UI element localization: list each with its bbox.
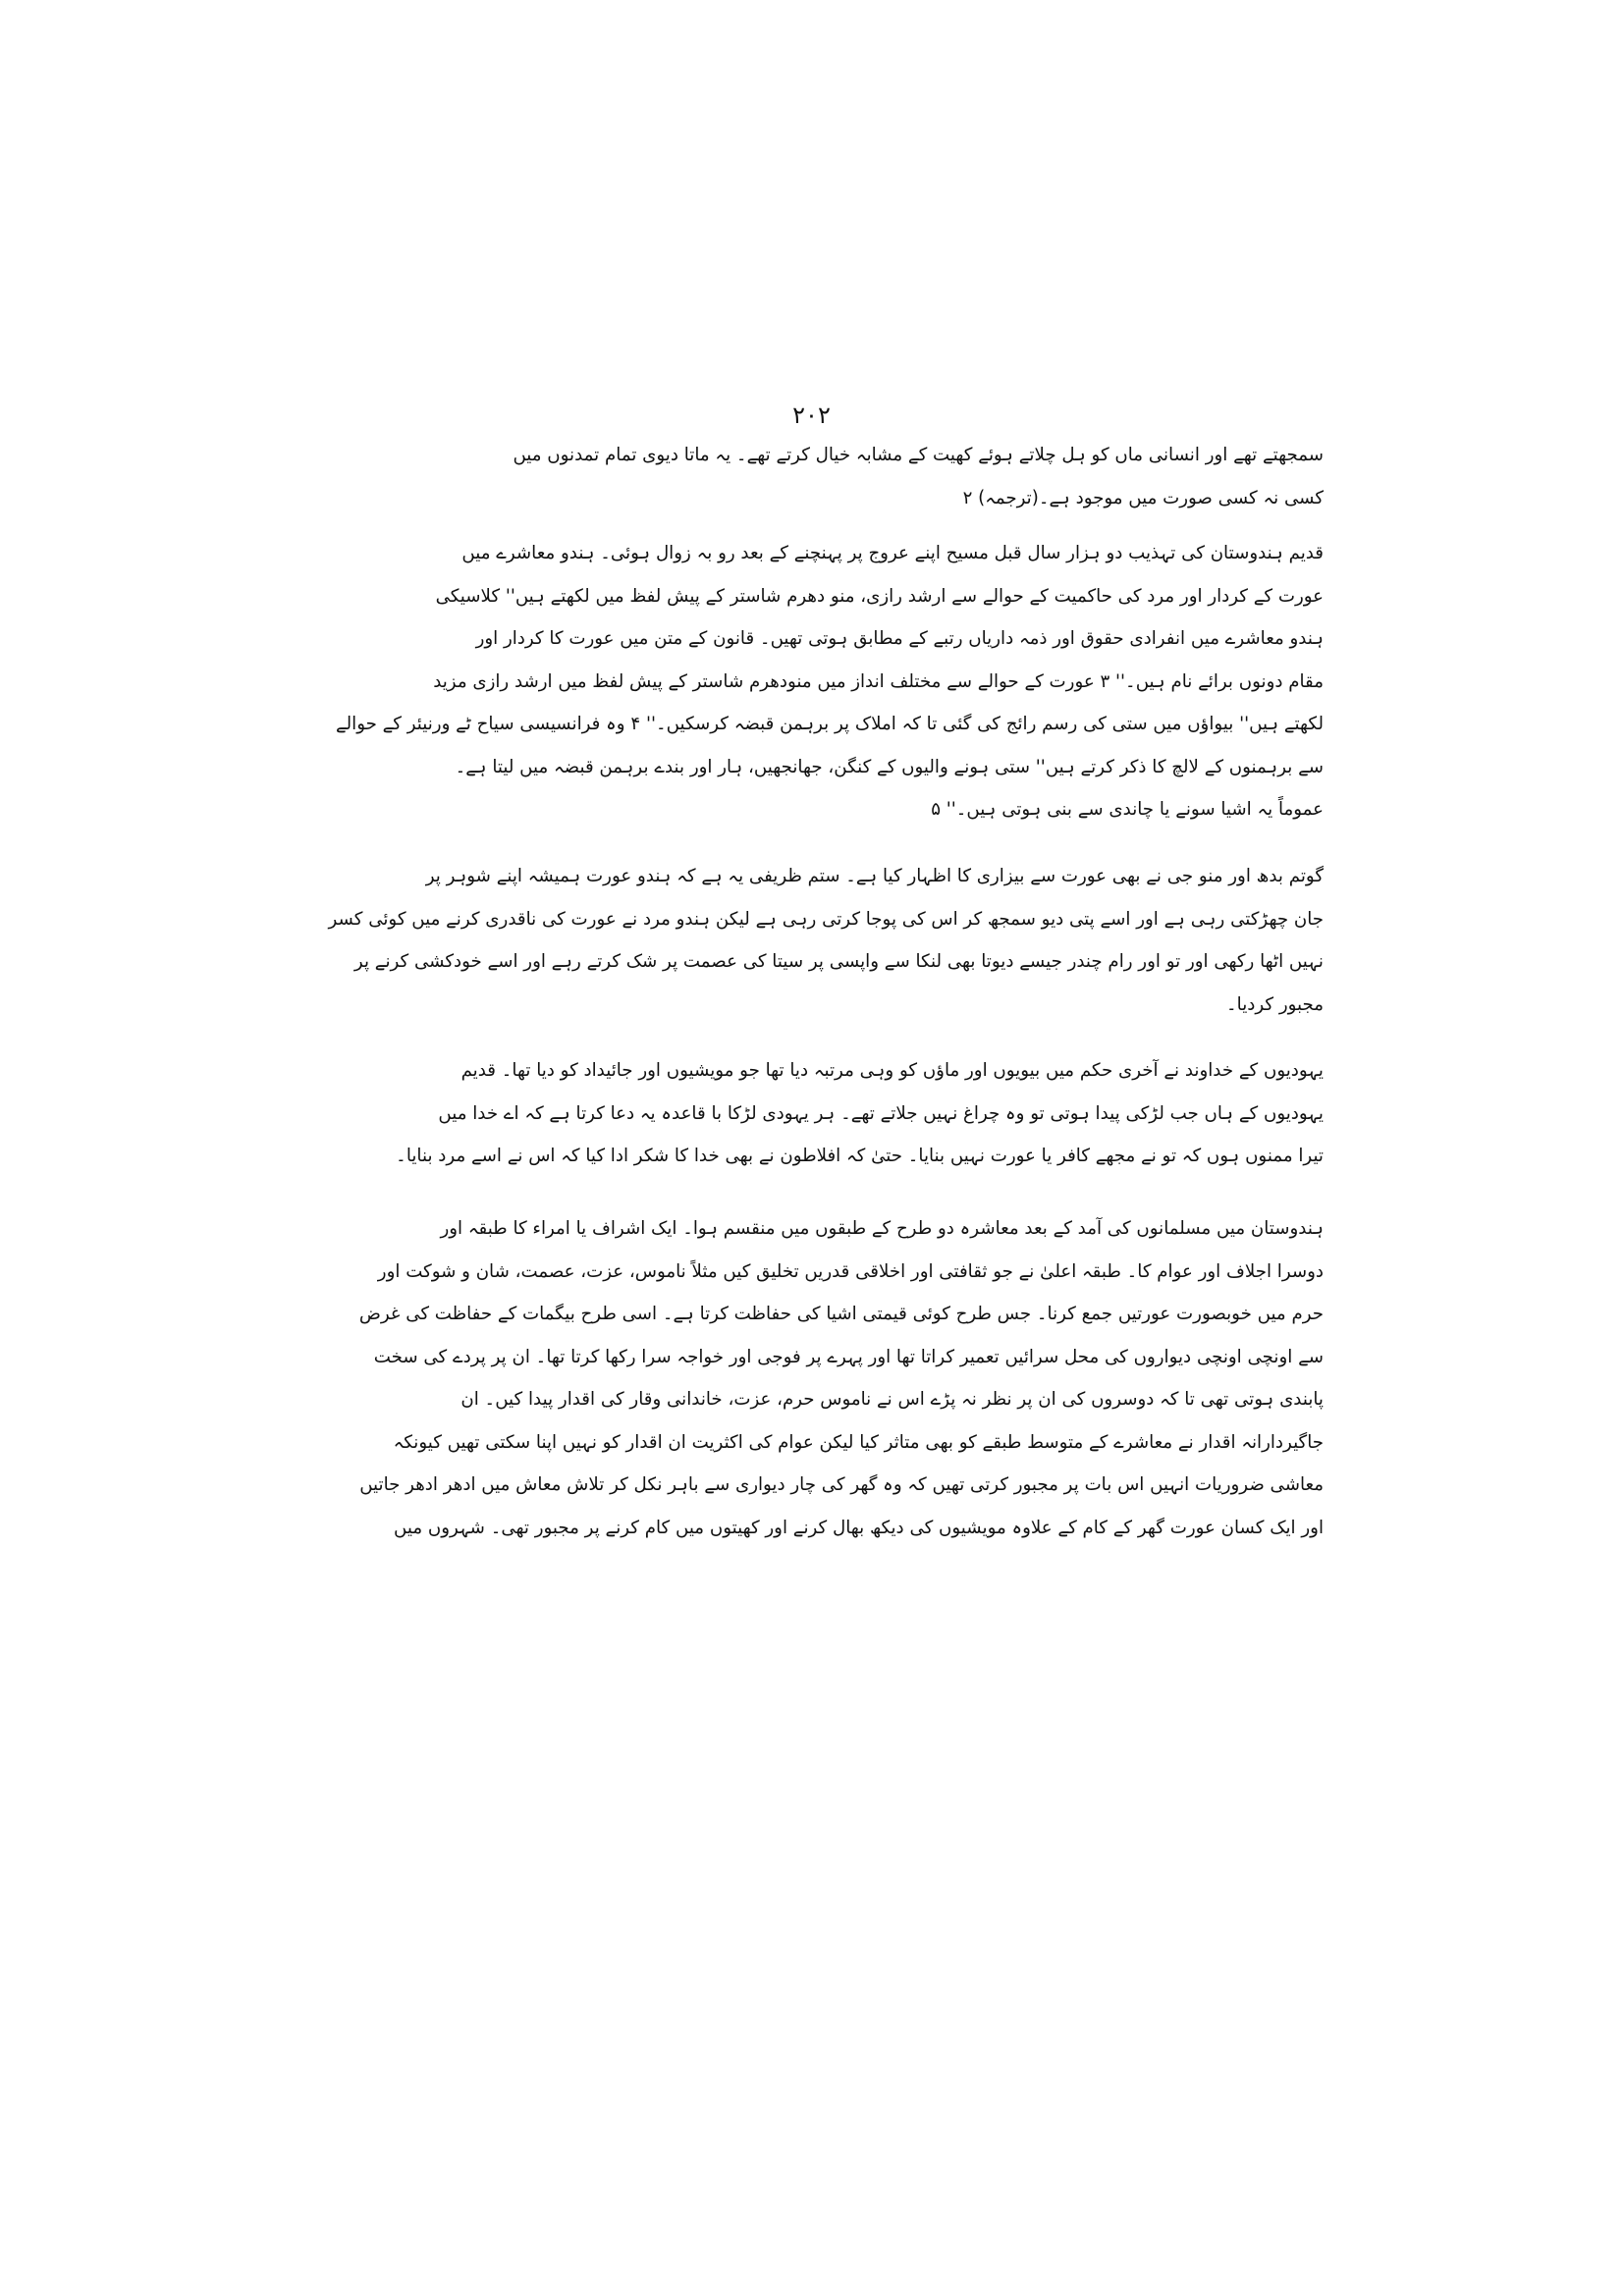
text-line: دوسرا اجلاف اور عوام کا۔ طبقہ اعلیٰ نے جو ثقافتی اور اخلاقی قدریں تخلیق کیں مثلاً ناموس، عزت، عصمت، شان و شوکت اور bbox=[377, 1260, 1324, 1282]
paragraph-2 bbox=[299, 532, 1324, 831]
text-line: ہندو معاشرے میں انفرادی حقوق اور ذمہ داریاں رتبے کے مطابق ہوتی تھیں۔ قانون کے متن میں عورت کا کردار اور bbox=[475, 628, 1324, 649]
text-line: یہودیوں کے خداوند نے آخری حکم میں بیویوں اور ماؤں کو وہی مرتبہ دیا تھا جو مویشیوں اور جائیداد کو دیا تھا۔ قدیم bbox=[460, 1060, 1324, 1081]
text-line: ہندوستان میں مسلمانوں کی آمد کے بعد معاشرہ دو طرح کے طبقوں میں منقسم ہوا۔ ایک اشراف یا امراء کا طبقہ اور bbox=[440, 1218, 1324, 1239]
text-line: نہیں اٹھا رکھی اور تو اور رام چندر جیسے دیوتا بھی لنکا سے واپسی پر سیتا کی عصمت پر شک کرتے رہے اور اسے خودکشی کرنے پر bbox=[353, 951, 1324, 972]
paragraph-5 bbox=[299, 1207, 1324, 1549]
text-line: مجبور کردیا۔ bbox=[1226, 993, 1324, 1015]
text-line: یہودیوں کے ہاں جب لڑکی پیدا ہوتی تو وہ چراغ نہیں جلاتے تھے۔ ہر یہودی لڑکا با قاعدہ یہ دعا کرتا ہے کہ اے خدا میں bbox=[438, 1102, 1324, 1124]
text-line: گوتم بدھ اور منو جی نے بھی عورت سے بیزاری کا اظہار کیا ہے۔ ستم ظریفی یہ ہے کہ ہندو عورت ہمیشہ اپنے شوہر پر bbox=[425, 866, 1324, 886]
text-line: حرم میں خوبصورت عورتیں جمع کرنا۔ جس طرح کوئی قیمتی اشیا کی حفاظت کرتا ہے۔ اسی طرح بیگمات کے حفاظت کی غرض bbox=[358, 1304, 1324, 1324]
text-line: مقام دونوں برائے نام ہیں۔'' ۳ عورت کے حوالے سے مختلف انداز میں منودھرم شاستر کے پیش لفظ میں ارشد رازی مزید bbox=[433, 670, 1324, 692]
page-number: ۲۰۲ bbox=[792, 401, 831, 429]
text-line: جان چھڑکتی رہی ہے اور اسے پتی دیو سمجھ کر اس کی پوجا کرتی رہی ہے لیکن ہندو مرد نے عورت کی ناقدری کرنے میں کوئی کسر bbox=[328, 908, 1324, 930]
text-line: سے اونچی اونچی دیواروں کی محل سرائیں تعمیر کراتا تھا اور پہرے پر فوجی اور خواجہ سرا رکھا کرتا تھا۔ ان پر پردے کی سخت bbox=[373, 1346, 1324, 1367]
text-line: لکھتے ہیں'' بیواؤں میں ستی کی رسم رائج کی گئی تا کہ املاک پر برہمن قبضہ کرسکیں۔'' ۴ وہ فرانسیسی سیاح ٹے ورنیئر کے حوالے bbox=[335, 714, 1324, 734]
text-line: اور ایک کسان عورت گھر کے کام کے علاوہ مویشیوں کی دیکھ بھال کرنے اور کھیتوں میں کام کرنے پر مجبور تھی۔ شہروں میں bbox=[393, 1517, 1324, 1538]
paragraph-1 bbox=[299, 434, 1324, 519]
text-line: عموماً یہ اشیا سونے یا چاندی سے بنی ہوتی ہیں۔'' ۵ bbox=[931, 799, 1324, 820]
paragraph-3 bbox=[299, 855, 1324, 1026]
text-line: کسی نہ کسی صورت میں موجود ہے۔(ترجمہ) ۲ bbox=[962, 487, 1324, 508]
text-line: عورت کے کردار اور مرد کی حاکمیت کے حوالے سے ارشد رازی، منو دھرم شاستر کے پیش لفظ میں لکھتے ہیں'' کلاسیکی bbox=[435, 585, 1324, 607]
text-line: معاشی ضروریات انہیں اس بات پر مجبور کرتی تھیں کہ وہ گھر کی چار دیواری سے باہر نکل کر تلاش معاش میں ادھر ادھر جاتیں bbox=[359, 1474, 1324, 1495]
paragraph-4 bbox=[299, 1049, 1324, 1178]
text-line: جاگیردارانہ اقدار نے معاشرے کے متوسط طبقے کو بھی متاثر کیا لیکن عوام کی اکثریت ان اقدار کو نہیں اپنا سکتی تھیں کیونکہ bbox=[393, 1431, 1324, 1453]
text-line: سمجھتے تھے اور انسانی ماں کو ہل چلاتے ہوئے کھیت کے مشابہ خیال کرتے تھے۔ یہ ماتا دیوی تمام تمدنوں میں bbox=[513, 445, 1324, 465]
text-line: قدیم ہندوستان کی تہذیب دو ہزار سال قبل مسیح اپنے عروج پر پہنچنے کے بعد رو بہ زوال ہوئی۔ ہندو معاشرے میں bbox=[461, 543, 1324, 563]
text-line: پابندی ہوتی تھی تا کہ دوسروں کی ان پر نظر نہ پڑے اس نے ناموس حرم، عزت، خاندانی وقار کی اقدار پیدا کیں۔ ان bbox=[460, 1389, 1324, 1410]
text-line: تیرا ممنوں ہوں کہ تو نے مجھے کافر یا عورت نہیں بنایا۔ حتیٰ کہ افلاطون نے بھی خدا کا شکر ادا کیا کہ اس نے اسے مرد بنایا۔ bbox=[396, 1146, 1324, 1166]
text-line: سے برہمنوں کے لالچ کا ذکر کرتے ہیں'' ستی ہونے والیوں کے کنگن، جھانجھیں، ہار اور بندے برہمن قبضہ میں لیتا ہے۔ bbox=[455, 756, 1324, 777]
